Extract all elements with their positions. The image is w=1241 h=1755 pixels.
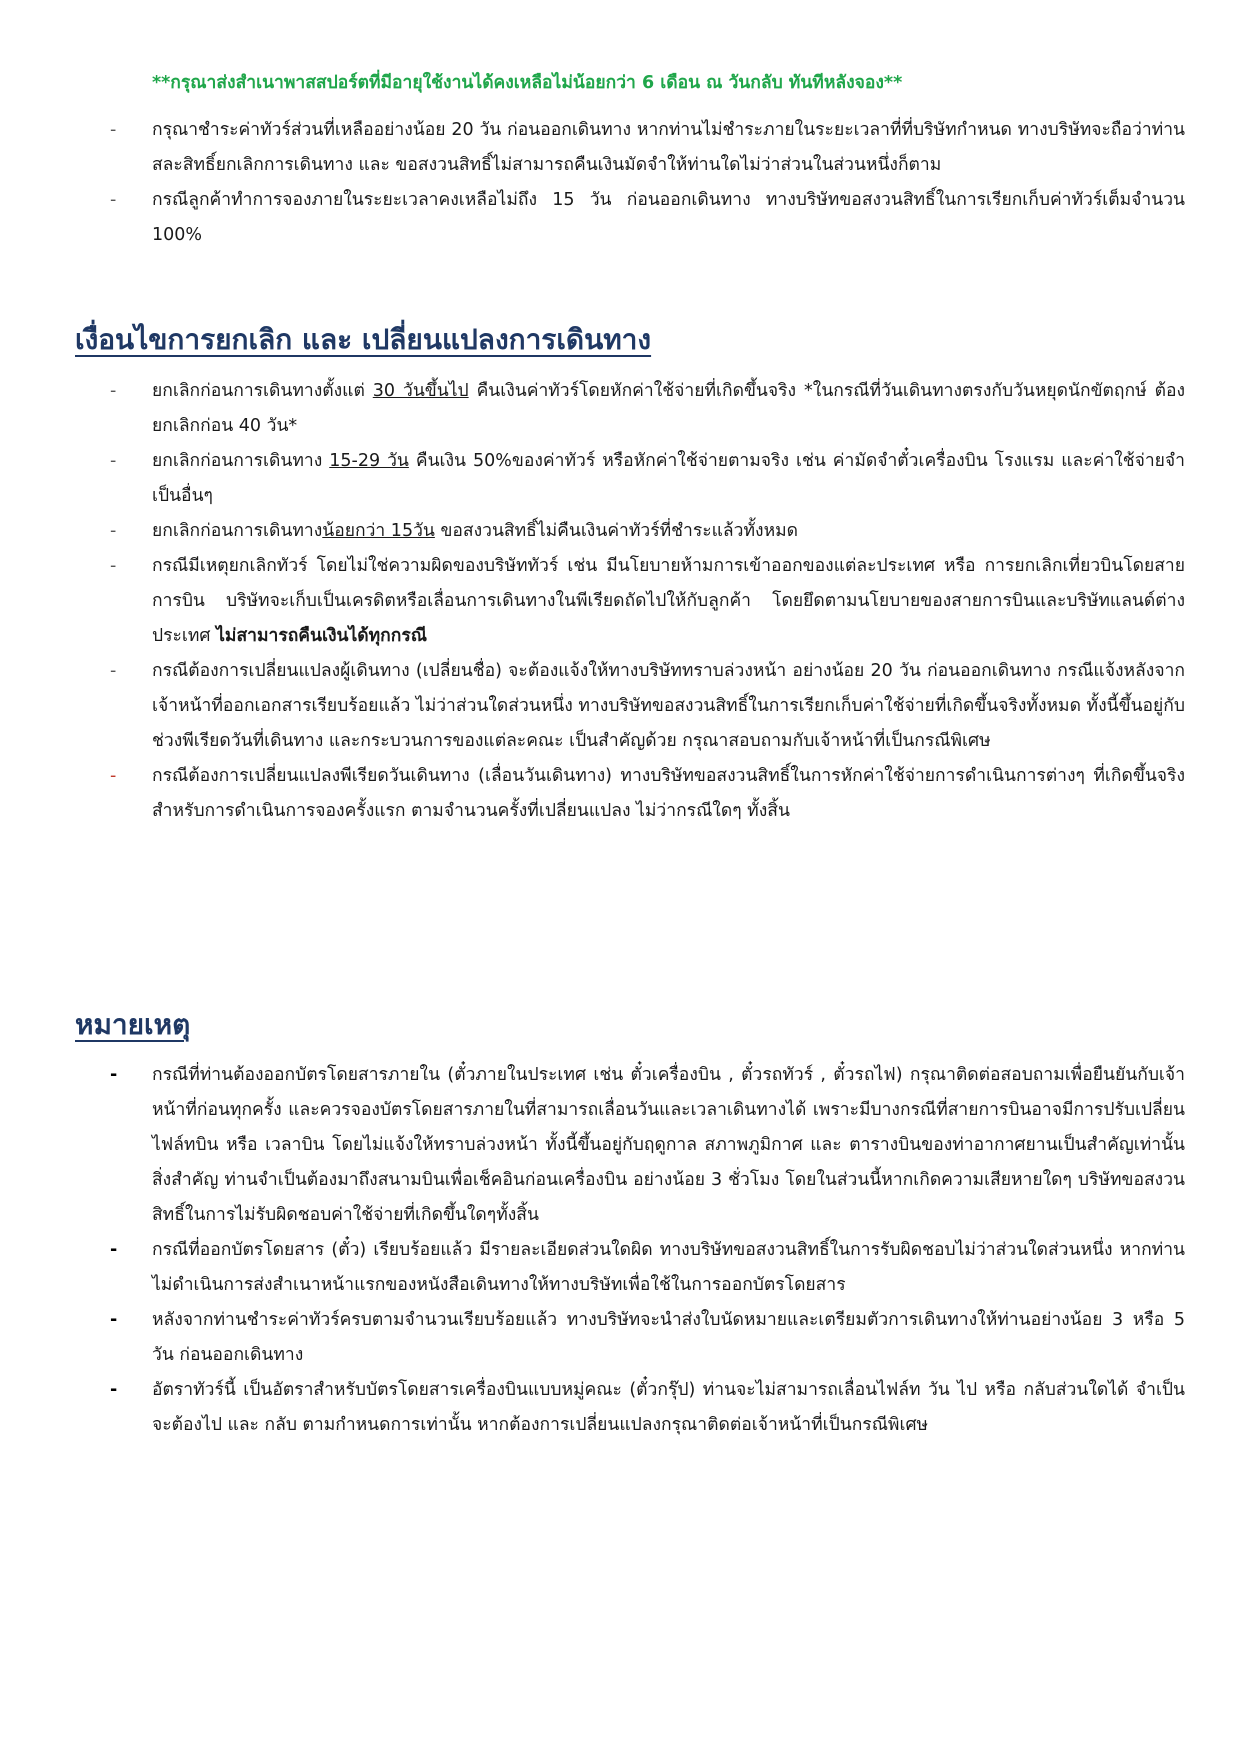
remark-text: หลังจากท่านชำระค่าทัวร์ครบตามจำนวนเรียบร้อยแล้ว ทางบริษัทจะนำส่งใบนัดหมายและเตรียมตัวการเดินทางให้ท่านอย่างน้อย 3 หรือ 5 วัน ก่อนออกเดินทาง xyxy=(152,1310,1185,1365)
item-text: คืนเงินค่าทัวร์โดยหักค่าใช้จ่ายที่เกิดขึ้นจริง *ในกรณีที่วันเดินทางตรงกับวันหยุดนักขัตฤกษ์ ต้องยกเลิกก่อน 40 วัน* xyxy=(152,381,1185,436)
cancellation-heading: เงื่อนไขการยกเลิก และ เปลี่ยนแปลงการเดินทาง xyxy=(75,323,652,356)
item-text: ยกเลิกก่อนการเดินทาง xyxy=(152,451,330,471)
no-refund-emphasis: ไม่สามารถคืนเงินได้ทุกกรณี xyxy=(216,626,427,646)
list-item xyxy=(110,113,1185,183)
item-text: กรณีมีเหตุยกเลิกทัวร์ โดยไม่ใช่ความผิดของบริษัททัวร์ เช่น มีนโยบายห้ามการเข้าออกของแต่ละประเทศ หรือ การยกเลิกเที่ยวบินโดยสายการบิน บริษัทจะเก็บเป็นเครดิตหรือเลื่อนการเดินทางในพีเรียดถัดไปให้กับลูกค้า โดยยึดตามนโยบายของสายการบินและบริษัทแลนด์ต่างประเทศ xyxy=(152,556,1185,646)
item-text: ยกเลิกก่อนการเดินทาง xyxy=(152,521,323,541)
item-text: ยกเลิกก่อนการเดินทางตั้งแต่ xyxy=(152,381,373,401)
cancellation-terms-list xyxy=(110,374,1185,829)
list-item xyxy=(110,183,1185,253)
item-text: กรณีต้องการเปลี่ยนแปลงผู้เดินทาง (เปลี่ยนชื่อ) จะต้องแจ้งให้ทางบริษัททราบล่วงหน้า อย่างน้อย 20 วัน ก่อนออกเดินทาง กรณีแจ้งหลังจากเจ้าหน้าที่ออกเอกสารเรียบร้อยแล้ว ไม่ว่าส่วนใดส่วนหนึ่ง ทางบริษัทขอสงวนสิทธิ์ในการเรียกเก็บค่าใช้จ่ายที่เกิดขึ้นจริงทั้งหมด ทั้งนี้ขึ้นอยู่กับช่วงพีเรียดวันที่เดินทาง และกระบวนการของแต่ละคณะ เป็นสำคัญด้วย กรุณาสอบถามกับเจ้าหน้าที่เป็นกรณีพิเศษ xyxy=(152,661,1185,751)
list-item xyxy=(110,514,1185,549)
bullet-dash: - xyxy=(110,1065,118,1085)
bullet-dash: - xyxy=(110,190,117,210)
bullet-dash: - xyxy=(110,661,117,681)
remarks-heading: หมายเหตุ xyxy=(75,1008,191,1041)
payment-term-text: กรุณาชำระค่าทัวร์ส่วนที่เหลืออย่างน้อย 20 วัน ก่อนออกเดินทาง หากท่านไม่ชำระภายในระยะเวลาที่ที่บริษัทกำหนด ทางบริษัทจะถือว่าท่านสละสิทธิ์ยกเลิกการเดินทาง และ ขอสงวนสิทธิ์ไม่สามารถคืนเงินมัดจำให้ท่านใดไม่ว่าส่วนในส่วนหนึ่งก็ตาม xyxy=(152,120,1185,175)
bullet-dash: - xyxy=(110,766,117,786)
passport-notice: **กรุณาส่งสำเนาพาสสปอร์ตที่มีอายุใช้งานได้คงเหลือไม่น้อยกว่า 6 เดือน ณ วันกลับ ทันทีหลังจอง** xyxy=(152,73,903,93)
list-item xyxy=(110,759,1185,829)
remarks-list xyxy=(110,1058,1185,1443)
list-item xyxy=(110,1303,1185,1373)
payment-term-text: กรณีลูกค้าทำการจองภายในระยะเวลาคงเหลือไม่ถึง 15 วัน ก่อนออกเดินทาง ทางบริษัทขอสงวนสิทธิ์ในการเรียกเก็บค่าทัวร์เต็มจำนวน 100% xyxy=(152,190,1185,245)
list-item xyxy=(110,654,1185,759)
bullet-dash: - xyxy=(110,1240,118,1260)
list-item xyxy=(110,374,1185,444)
list-item xyxy=(110,1058,1185,1233)
list-item xyxy=(110,549,1185,654)
underlined-period: น้อยกว่า 15วัน xyxy=(322,521,435,541)
item-text: กรณีต้องการเปลี่ยนแปลงพีเรียดวันเดินทาง (เลื่อนวันเดินทาง) ทางบริษัทขอสงวนสิทธิ์ในการหักค่าใช้จ่ายการดำเนินการต่างๆ ที่เกิดขึ้นจริงสำหรับการดำเนินการจองครั้งแรก ตามจำนวนครั้งที่เปลี่ยนแปลง ไม่ว่ากรณีใดๆ ทั้งสิ้น xyxy=(152,766,1185,821)
bullet-dash: - xyxy=(110,451,117,471)
item-text: คืนเงิน 50%ของค่าทัวร์ หรือหักค่าใช้จ่ายตามจริง เช่น ค่ามัดจำตั๋วเครื่องบิน โรงแรม และค่าใช้จ่ายจำเป็นอื่นๆ xyxy=(152,451,1185,506)
list-item xyxy=(110,1373,1185,1443)
bullet-dash: - xyxy=(110,120,117,140)
payment-terms-list xyxy=(110,113,1185,253)
remark-text: กรณีที่ออกบัตรโดยสาร (ตั๋ว) เรียบร้อยแล้ว มีรายละเอียดส่วนใดผิด ทางบริษัทขอสงวนสิทธิ์ในการรับผิดชอบไม่ว่าส่วนใดส่วนหนึ่ง หากท่านไม่ดำเนินการส่งสำเนาหน้าแรกของหนังสือเดินทางให้ทางบริษัทเพื่อใช้ในการออกบัตรโดยสาร xyxy=(152,1240,1185,1295)
list-item xyxy=(110,1233,1185,1303)
bullet-dash: - xyxy=(110,381,117,401)
list-item xyxy=(110,444,1185,514)
underlined-period: 15-29 วัน xyxy=(329,451,409,471)
remark-text: กรณีที่ท่านต้องออกบัตรโดยสารภายใน (ตั๋วภายในประเทศ เช่น ตั๋วเครื่องบิน , ตั๋วรถทัวร์ , ตั๋วรถไฟ) กรุณาติดต่อสอบถามเพื่อยืนยันกับเจ้าหน้าที่ก่อนทุกครั้ง และควรจองบัตรโดยสารภายในที่สามารถเลื่อนวันและเวลาเดินทางได้ เพราะมีบางกรณีที่สายการบินอาจมีการปรับเปลี่ยนไฟล์ทบิน หรือ เวลาบิน โดยไม่แจ้งให้ทราบล่วงหน้า ทั้งนี้ขึ้นอยู่กับฤดูกาล สภาพภูมิกาศ และ ตารางบินของท่าอากาศยานเป็นสำคัญเท่านั้น สิ่งสำคัญ ท่านจำเป็นต้องมาถึงสนามบินเพื่อเช็คอินก่อนเครื่องบิน อย่างน้อย 3 ชั่วโมง โดยในส่วนนี้หากเกิดความเสียหายใดๆ บริษัทขอสงวนสิทธิ์ในการไม่รับผิดชอบค่าใช้จ่ายที่เกิดขึ้นใดๆทั้งสิ้น xyxy=(152,1065,1185,1225)
item-text: ขอสงวนสิทธิ์ไม่คืนเงินค่าทัวร์ที่ชำระแล้วทั้งหมด xyxy=(434,521,798,541)
underlined-period: 30 วันขึ้นไป xyxy=(372,381,469,401)
remark-text: อัตราทัวร์นี้ เป็นอัตราสำหรับบัตรโดยสารเครื่องบินแบบหมู่คณะ (ตั๋วกรุ๊ป) ท่านจะไม่สามารถเลื่อนไฟล์ท วัน ไป หรือ กลับส่วนใดได้ จำเป็นจะต้องไป และ กลับ ตามกำหนดการเท่านั้น หากต้องการเปลี่ยนแปลงกรุณาติดต่อเจ้าหน้าที่เป็นกรณีพิเศษ xyxy=(152,1380,1185,1435)
bullet-dash: - xyxy=(110,521,117,541)
bullet-dash: - xyxy=(110,556,117,576)
bullet-dash: - xyxy=(110,1310,118,1330)
bullet-dash: - xyxy=(110,1380,118,1400)
